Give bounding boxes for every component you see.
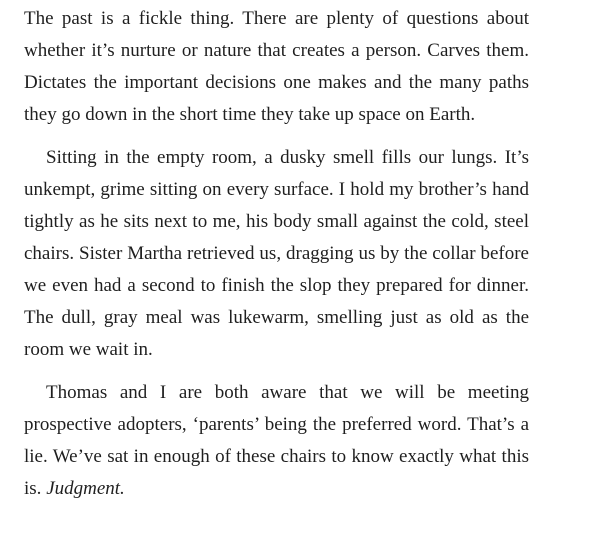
- document-body: [24, 3, 529, 505]
- paragraph-2: Sitting in the empty room, a dusky smell fills our lungs. It’s unkempt, grime sitting on every surface. I hold my brother’s hand tightly as he sits next to me, his body small against the cold, steel chairs. Sister Martha retrieved us, dragging us by the collar before we even had a second to finish the slop they prepared for dinner. The dull, gray meal was lukewarm, smelling just as old as the room we wait in.: [24, 147, 529, 360]
- paragraph-3-emphasis: Judgment.: [46, 478, 125, 499]
- paragraph-1: The past is a fickle thing. There are plenty of questions about whether it’s nurture or nature that creates a person. Carves them. Dictates the important decisions one makes and the many paths they go down in the short time they take up space on Earth.: [24, 8, 529, 125]
- paragraph-3-text: Thomas and I are both aware that we will be meeting prospective adopters, ‘parents’ being the preferred word. That’s a lie. We’ve sat in enough of these chairs to know exactly what this is.: [24, 382, 529, 499]
- paragraph-3: [24, 377, 529, 505]
